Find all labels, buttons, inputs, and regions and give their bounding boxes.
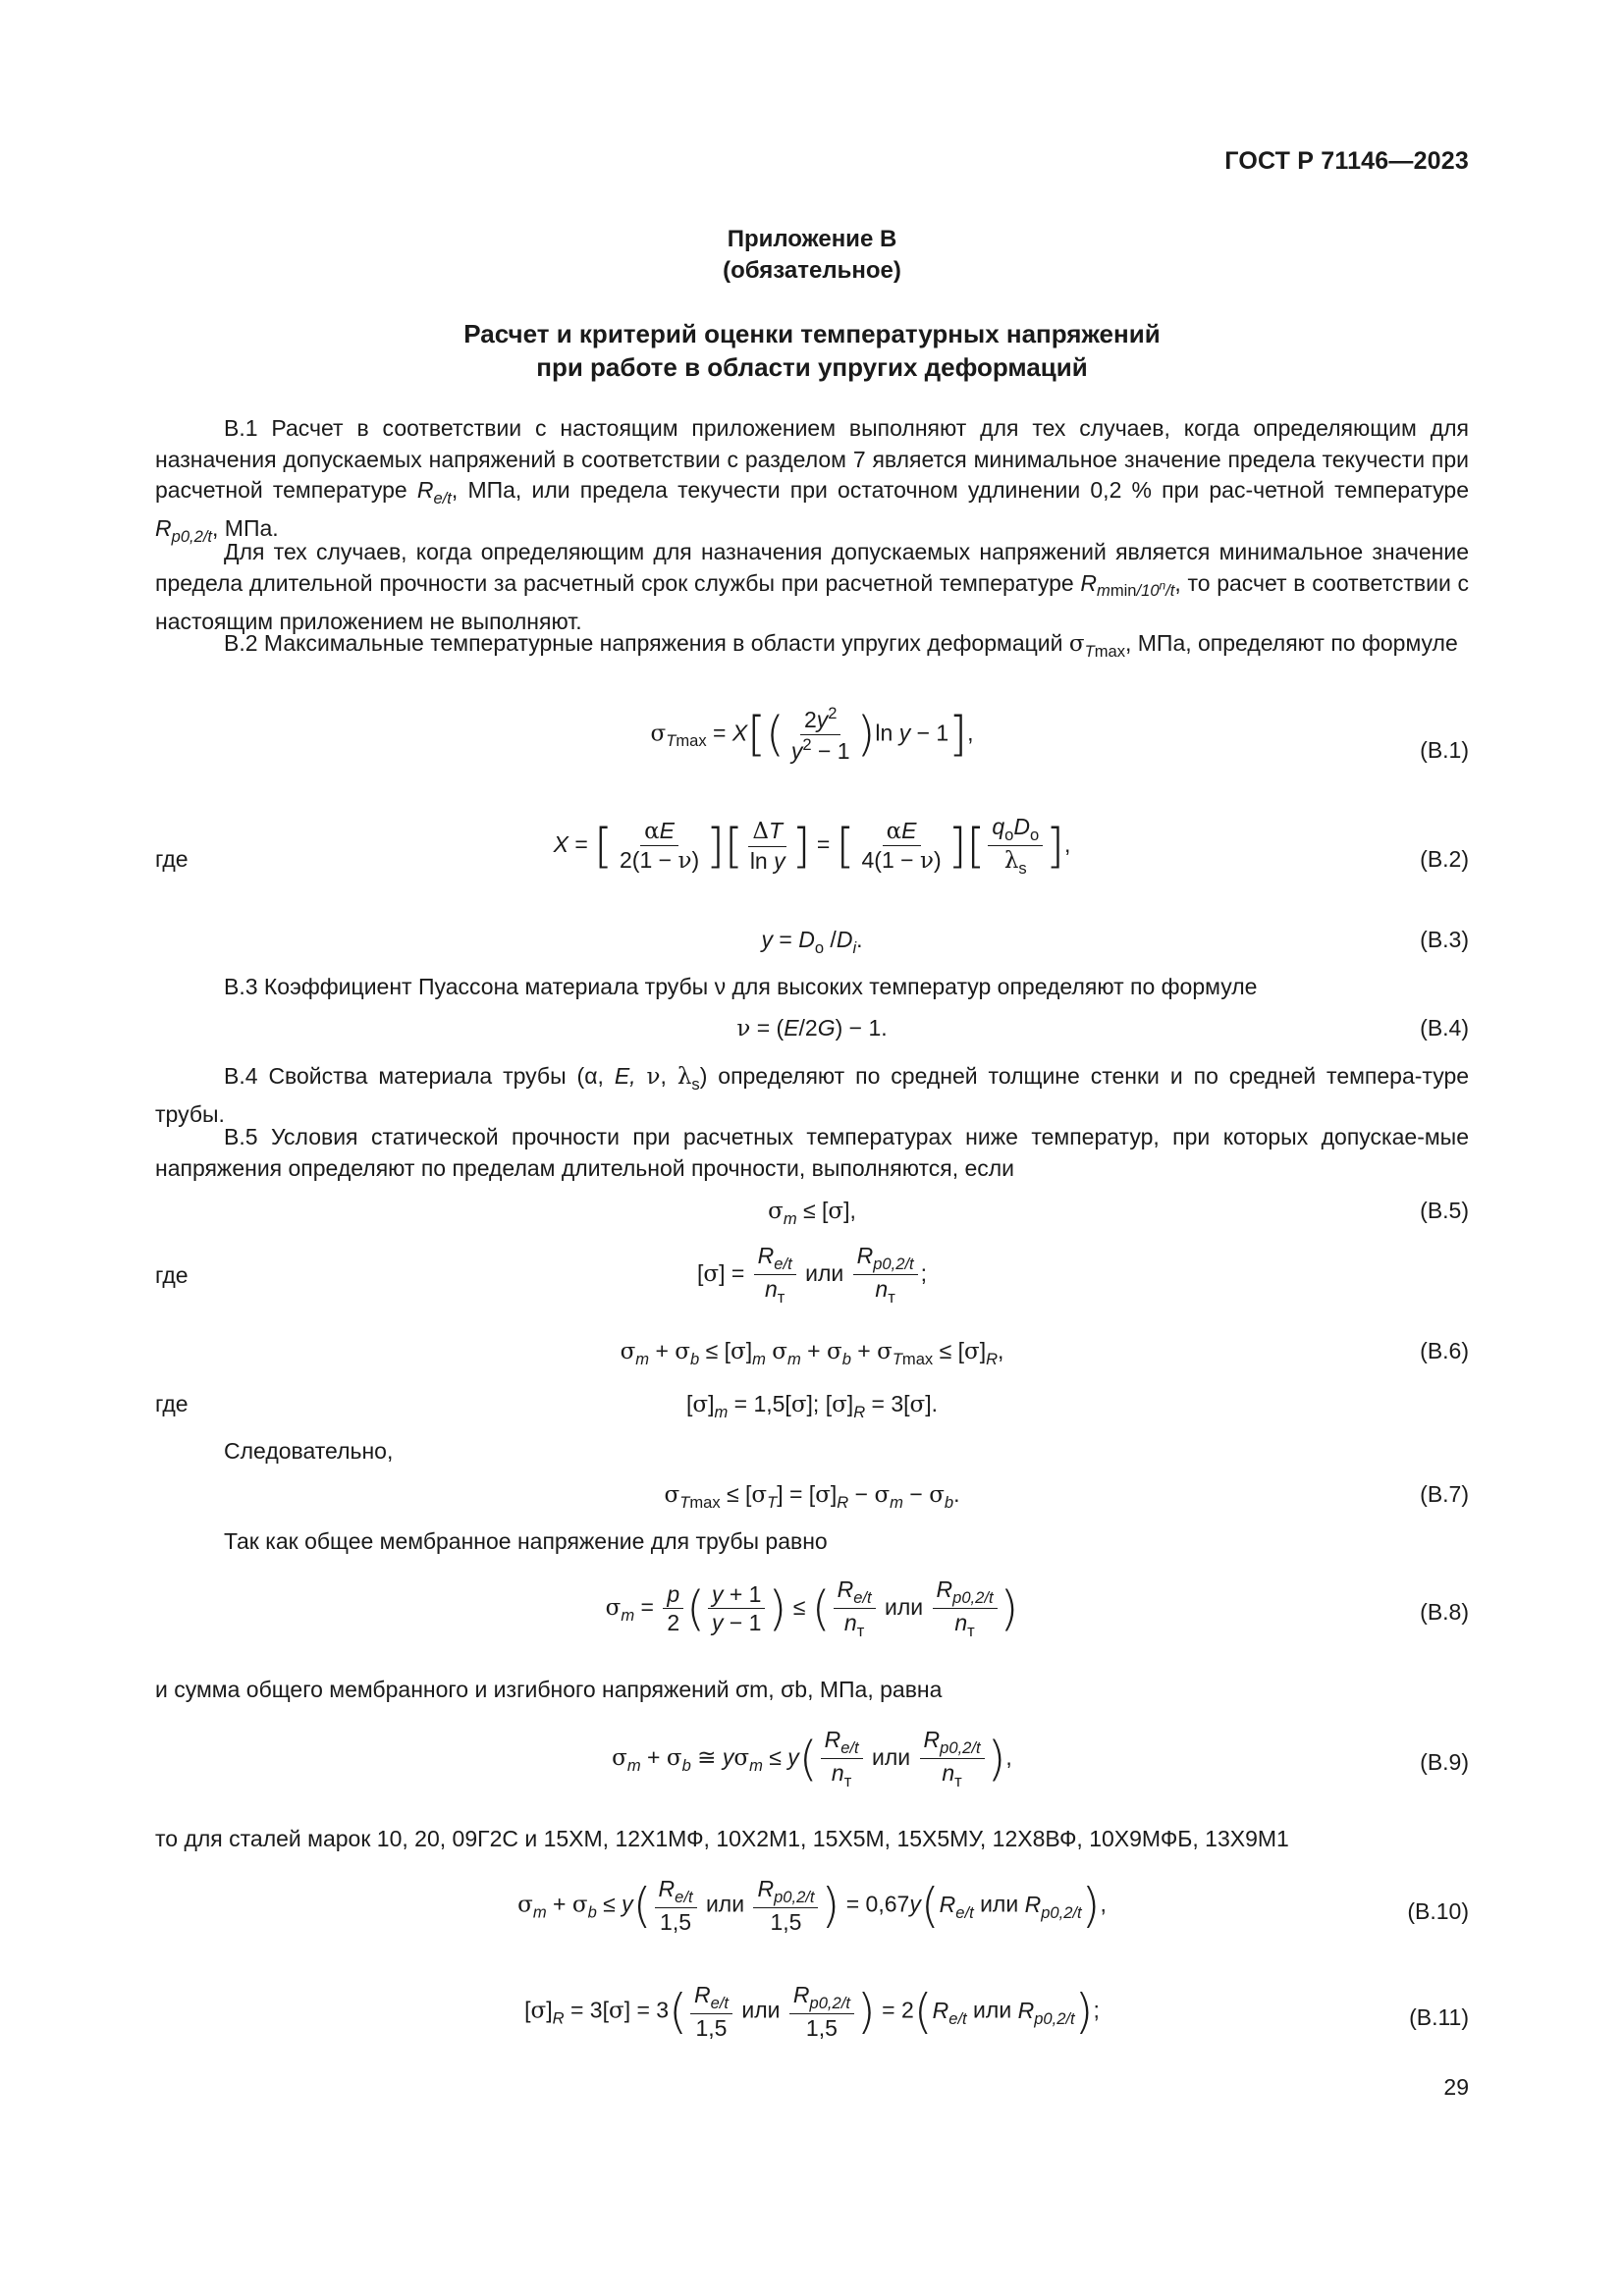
paragraph-b4: В.4 Свойства материала трубы (α, E, ν, $\lambda_s$) определяют по средней толщине стенки и по средней темпера-туре трубы. [155, 1063, 1470, 1128]
document-header: ГОСТ Р 71146—2023 [1224, 147, 1469, 175]
paragraph-steels: то для сталей марок 10, 20, 09Г2С и 15ХМ, 12Х1МФ, 10Х2М1, 15Х5М, 15Х5МУ, 12Х8ВФ, 10Х9МФБ, 13Х9М1 [155, 1826, 1289, 1851]
formula-stress-limits: $[\sigma]_m = 1,5[\sigma]$; $[\sigma]_R = 3[\sigma]$. [685, 1391, 939, 1421]
formula-number: (В.3) [1420, 927, 1469, 952]
formula-number: (В.9) [1420, 1749, 1469, 1775]
formula-allowable-stress: [σ] = $\frac{R_{e/t}}{n_т}$ или $\frac{R_{p0,2/t}}{n_т}$ ; [696, 1243, 928, 1308]
formula-b11: $[\sigma]_R = 3[\sigma] = 3$( $\frac{R_{e/t}}{1,5}$ или $\frac{R_{p0,2/t}}{1,5}$ ) = $2(R_{e/t}$ или $R_{p0,2/t}$); [524, 1982, 1100, 2042]
formula-b3: $y = D_o$ $/D_i$. [761, 927, 863, 957]
paragraph-sum: и сумма общего мембранного и изгибного напряжений σm, σb, МПа, равна [155, 1677, 943, 1702]
formula-number: (В.7) [1420, 1481, 1469, 1507]
paragraph-consequently: Следовательно, [224, 1438, 394, 1464]
formula-number: (В.11) [1409, 2004, 1469, 2030]
formula-b10: $\sigma_m + \sigma_b \le y$( $\frac{R_{e/t}}{1,5}$ или $\frac{R_{p0,2/t}}{1,5}$ ) = $0,67y(R_{e/t}$ или $R_{p0,2/t}$), [517, 1876, 1107, 1936]
formula-number: (В.5) [1420, 1198, 1469, 1223]
formula-b9: $\sigma_m + \sigma_b$ ≅ $y\sigma_m \le y$( $\frac{R_{e/t}}{n_т}$ или $\frac{R_{p0,2/t}}{n_т}$ ), [612, 1727, 1012, 1791]
formula-number: (В.10) [1407, 1898, 1469, 1924]
where-label: где [155, 846, 189, 872]
formula-number: (В.8) [1420, 1599, 1469, 1625]
where-label: где [155, 1391, 189, 1416]
formula-b6: $\sigma_m + \sigma_b \le [\sigma]_m$ $\sigma_m + \sigma_b + \sigma_{Tmax} \le [\sigma]_R$, [620, 1338, 1004, 1368]
paragraph-b5: В.5 Условия статической прочности при расчетных температурах ниже температур, при которых допускае-мые напряжения определяют по пределам длительной прочности, выполняются, если [155, 1124, 1469, 1181]
formula-number: (В.1) [1420, 737, 1469, 763]
where-label: где [155, 1262, 189, 1288]
paragraph-b1: В.1 Расчет в соответствии с настоящим приложением выполняют для тех случаев, когда определяющим для назначения допускаемых напряжений в соответствии с разделом 7 является минимальное значение предела текучести при расчетной температуре $R_{e/t}$, МПа, или предела текучести при остаточном удлинении 0,2 % при рас-четной температуре $R_{p0,2/t}$, МПа. [155, 415, 1469, 547]
formula-number: (В.6) [1420, 1338, 1469, 1363]
formula-number: (В.4) [1420, 1015, 1469, 1041]
formula-b5: $\sigma_m \le [\sigma]$, [768, 1198, 856, 1228]
appendix-title: Приложение В [727, 226, 897, 252]
paragraph-b2: В.2 Максимальные температурные напряжения в области упругих деформаций $\sigma_{Tmax}$, МПа, определяют по формуле [224, 630, 1458, 661]
section-heading-line1: Расчет и критерий оценки температурных напряжений [463, 319, 1161, 348]
formula-b1: $\sigma_{Tmax} = X$[( $\frac{2y^2}{y^2 - 1}$ )ln y − 1], [650, 704, 974, 764]
formula-b8: $\sigma_m$ = $\frac{p}{2}$ ( $\frac{y + 1}{y - 1}$ ) ≤ ( $\frac{R_{e/t}}{n_т}$ или $\frac{R_{p0,2/t}}{n_т}$ ) [605, 1576, 1019, 1641]
section-heading-line2: при работе в области упругих деформаций [536, 352, 1088, 382]
page-number: 29 [1443, 2074, 1469, 2100]
formula-b4: ν = (E/2G) − 1. [736, 1015, 888, 1041]
paragraph-membrane: Так как общее мембранное напряжение для трубы равно [224, 1528, 828, 1554]
paragraph-b1-second: Для тех случаев, когда определяющим для назначения допускаемых напряжений является минимальное значение предела длительной прочности за расчетный срок службы при расчетной температуре $R_{mmin/10^n/t}$, то расчет в соответствии с настоящим приложением не выполняют. [155, 539, 1469, 634]
formula-number: (В.2) [1420, 846, 1469, 872]
formula-b7: $\sigma_{Tmax} \le [\sigma_T] = [\sigma]_R - \sigma_m - \sigma_b$. [664, 1481, 960, 1512]
formula-b2: X = [ $\frac{\alpha E}{2(1 - \nu)}$ ][ $\frac{\Delta T}{\text{ln y}}$ ] = [ $\frac{\alpha E}{4(1 - \nu)}$ ][ $\frac{q_oD_o}{\lambda_s}$ ], [553, 814, 1071, 879]
appendix-status: (обязательное) [723, 257, 901, 284]
paragraph-b3: В.3 Коэффициент Пуассона материала трубы ν для высоких температур определяют по формуле [224, 974, 1258, 999]
